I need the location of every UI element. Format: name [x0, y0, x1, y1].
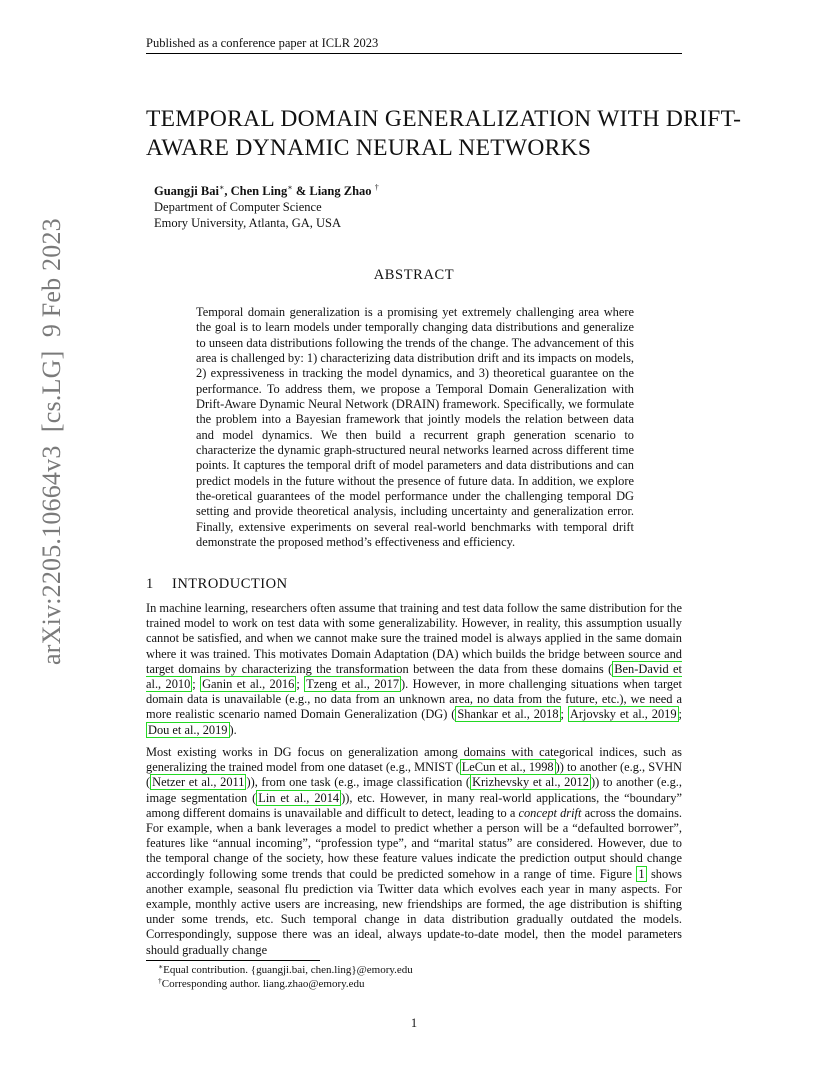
text-run: In machine learning, researchers often assume that training and test data follow the same distribution for the trained model to work on test data with some generalizability. However, in reality, this assumption usually cannot be satisfied, and when we cannot make sure the trained model is always applied in the same domain where it was trained. This motivates Domain Adaptation (DA) which builds the bridge between source and target domains by characterizing the transformation between the data from these domains ( [146, 601, 682, 676]
author-2-mark: ∗ [287, 183, 293, 192]
author-block [154, 183, 654, 231]
text-run: )) to another (e.g., SVHN ( [146, 760, 682, 790]
text-run: ; [560, 707, 568, 722]
text-run: ; [678, 707, 682, 722]
intro-paragraph-2 [146, 745, 682, 958]
footnote-rule [146, 960, 320, 961]
text-run: )), etc. However, in many real-world applications, the “boundary” among different domains is unavailable and difficult to detect, leading to a [146, 790, 682, 820]
text-run: )) to another (e.g., image segmentation ( [146, 775, 683, 805]
footnote-1-mark: ∗ [158, 962, 164, 971]
section-title: INTRODUCTION [172, 576, 288, 592]
citation-link[interactable]: Lin et al., 2014 [258, 790, 340, 805]
figure-reference-link[interactable]: 1 [638, 866, 645, 881]
footnotes [158, 963, 678, 991]
citation-link[interactable]: Ganin et al., 2016 [202, 677, 295, 692]
author-2: Chen Ling [230, 184, 288, 198]
author-separator: & [292, 184, 310, 198]
citation-link[interactable]: Tzeng et al., 2017 [306, 677, 400, 692]
citation-link[interactable]: Krizhevsky et al., 2012 [472, 775, 589, 790]
footnote-1 [158, 963, 678, 977]
department: Department of Computer Science [154, 200, 322, 214]
author-separator: , [224, 184, 231, 198]
citation-link[interactable]: Arjovsky et al., 2019 [569, 707, 677, 722]
citation-link[interactable]: Dou et al., 2019 [148, 722, 228, 737]
running-header: Published as a conference paper at ICLR 2023 [146, 36, 379, 50]
intro-paragraph-1 [146, 601, 682, 738]
section-number: 1 [146, 576, 154, 592]
text-run: ; [192, 677, 201, 692]
author-names [154, 183, 654, 199]
abstract-heading: ABSTRACT [373, 267, 455, 283]
citation-link[interactable]: Shankar et al., 2018 [457, 707, 559, 722]
section-heading [146, 576, 546, 593]
affiliation: Emory University, Atlanta, GA, USA [154, 216, 342, 230]
author-1: Guangji Bai [154, 184, 219, 198]
arxiv-stamp-text: arXiv:2205.10664v3 [cs.LG] 9 Feb 2023 [37, 218, 66, 665]
text-run: shows another example, seasonal flu prediction via Twitter data which evolves each year in many aspects. For example, monthly active users are increasing, new friendships are formed, the age distribution is shifting under some trends, etc. Such temporal change in data distribution gradually outdated the models. Correspondingly, suppose there was an ideal, always update-to-date model, then the model parameters should gradually change [146, 866, 682, 957]
paper-title [146, 105, 742, 163]
text-run: )), from one task (e.g., image classification ( [246, 775, 471, 790]
citation-link[interactable]: LeCun et al., 1998 [461, 760, 554, 775]
text-run: Most existing works in DG focus on generalization among domains with categorical indices, such as generalizing the trained model from one dataset (e.g., MNIST ( [146, 745, 682, 775]
text-run: ). However, in more challenging situations when target domain data is unavailable (e.g., no data from an unknown area, no data from the future, etc.), we need a more realistic scenario named Domain Generalization (DG) ( [146, 677, 682, 722]
author-3: Liang Zhao [309, 184, 372, 198]
page-number: 1 [410, 1016, 418, 1030]
abstract-text: Temporal domain generalization is a promising yet extremely challenging area where the goal is to learn models under temporally changing data distributions and generalize to unseen data distributions following the trends of the change. The advancement of this area is challenged by: 1) characterizing data distribution drift and its impacts on models, 2) expressiveness in tracking the model dynamics, and 3) theoretical guarantee on the performance. To address them, we propose a Temporal Domain Generalization with Drift-Aware Dynamic Neural Network (DRAIN) framework. Specifically, we formulate the problem into a Bayesian framework that jointly models the relation between data and model dynamics. We then build a recurrent graph generation scenario to characterize the dynamic graph-structured neural networks learned across different time points. It captures the temporal drift of model parameters and data distributions and can predict models in the future without the presence of future data. In addition, we explore the-oretical guarantees of the model performance under the challenging temporal DG setting and provide theoretical analysis, including uncertainty and generalization error. Finally, extensive experiments on several real-world benchmarks with temporal drift demonstrate the proposed method’s effectiveness and efficiency. [196, 305, 634, 550]
title-line-1: TEMPORAL DOMAIN GENERALIZATION WITH DRIFT- [146, 106, 742, 132]
text-run: ; [296, 677, 305, 692]
text-run: ). [229, 722, 237, 737]
citation-link[interactable]: Netzer et al., 2011 [152, 775, 245, 790]
author-1-mark: ∗ [218, 183, 225, 192]
header-rule [146, 53, 682, 54]
text-run: across the domains. For example, when a bank leverages a model to predict whether a person will be a “defaulted borrower”, features like “annual incoming”, “profession type”, and “marital status” are considered. However, due to the temporal change of the society, how these feature values indicate the prediction output should change accordingly following some trends that could be predicted somehow in a range of time. Figure [146, 805, 682, 881]
title-line-2: AWARE DYNAMIC NEURAL NETWORKS [146, 135, 592, 161]
emphasis-text: concept drift [518, 805, 582, 820]
footnote-2-text: Corresponding author. liang.zhao@emory.edu [161, 978, 365, 990]
footnote-2 [158, 977, 678, 991]
citation-link[interactable]: Ben-David et al., 2010 [146, 661, 683, 692]
footnote-2-mark: † [158, 976, 162, 985]
author-3-mark: † [374, 183, 379, 192]
footnote-1-text: Equal contribution. {guangji.bai, chen.ling}@emory.edu [163, 964, 413, 976]
